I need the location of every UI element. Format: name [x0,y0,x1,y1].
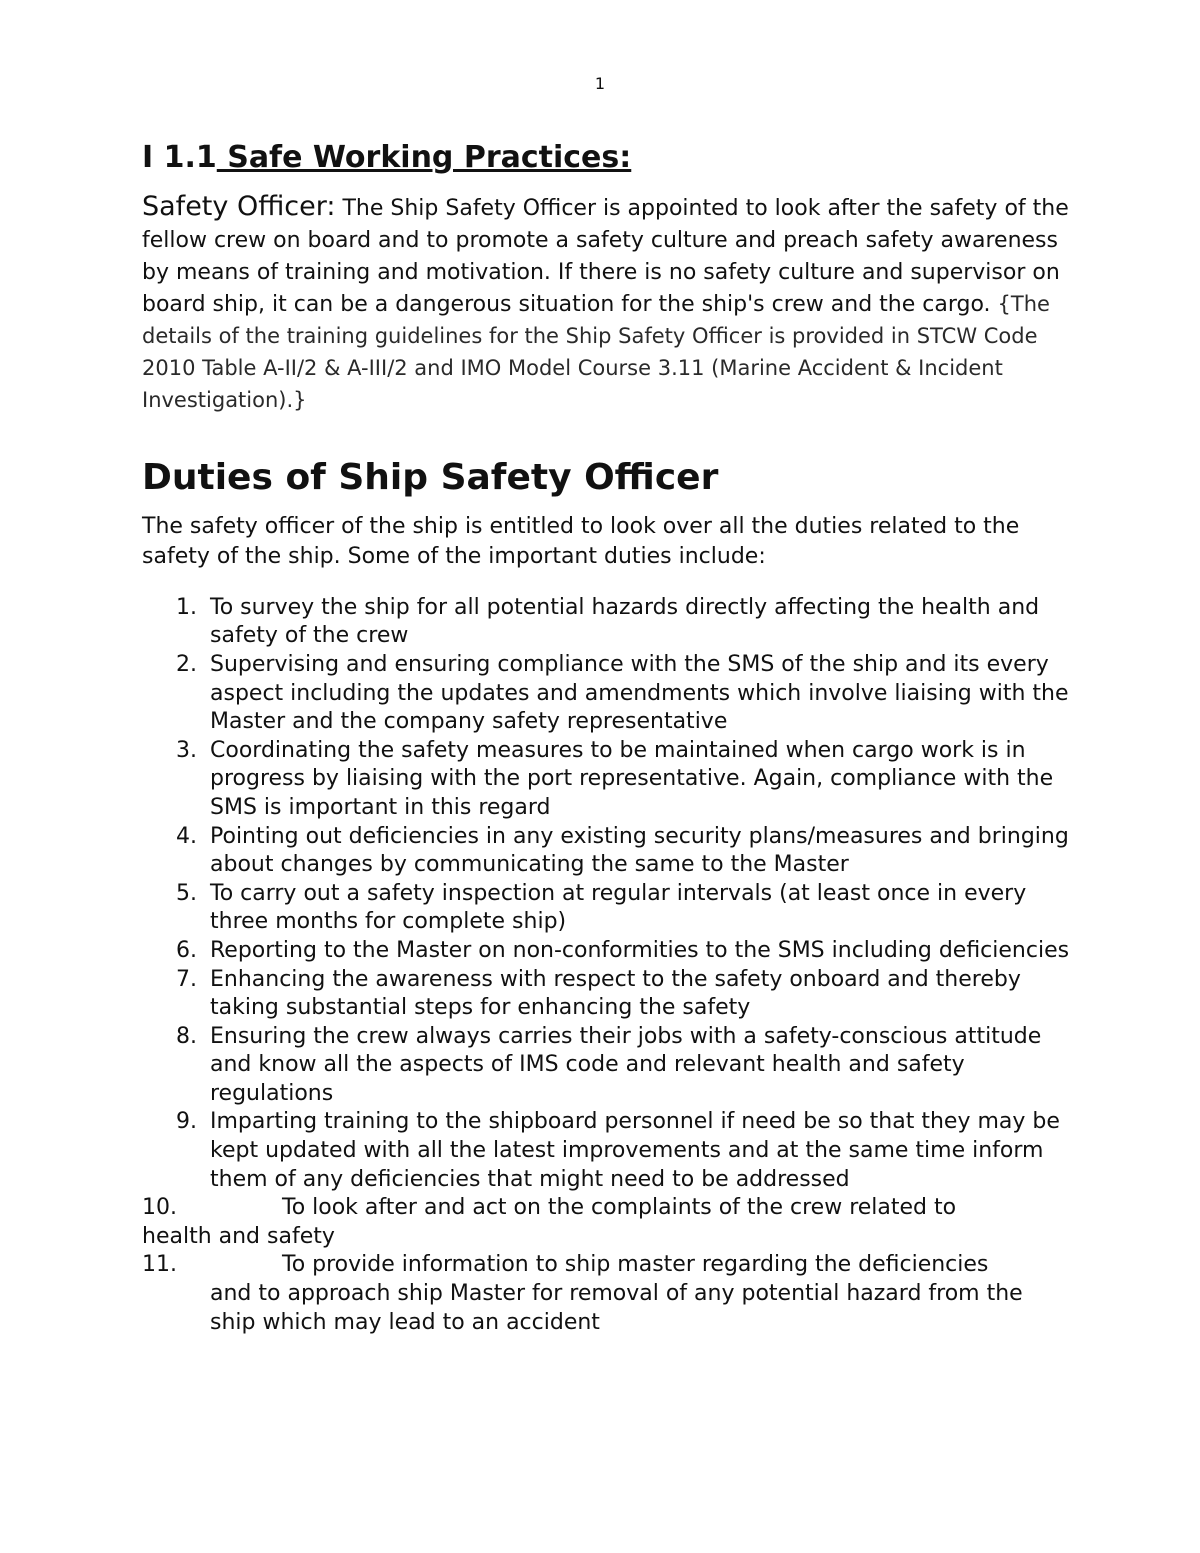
intro-lead: Safety Officer: [142,191,336,222]
list-item-number: 7. [176,966,197,992]
intro-body: The Ship Safety Officer is appointed to look after the safety of the fellow crew on board and to promote a safety culture and preach safety awareness by means of training and motivation. If there is no safety culture and supervisor on board ship, it can be a dangerous situation for the ship's crew and the cargo. [142,196,1069,317]
list-item-text: Pointing out deficiencies in any existing security plans/measures and bringing about changes by communicating the same to the Master [210,823,1069,878]
list-item-text: Imparting training to the shipboard personnel if need be so that they may be kept updated with all the latest improvements and at the same time inform them of any deficiencies that might need to be addressed [210,1109,1060,1192]
list-item-number: 6. [176,937,197,963]
intro-paragraph [142,191,1072,417]
list-item-text: To look after and act on the complaints of the crew related to [282,1195,957,1221]
list-item-number: 8. [176,1023,197,1049]
list-item-text: Reporting to the Master on non-conformities to the SMS including deficiencies [210,937,1070,963]
duties-heading: Duties of Ship Safety Officer [142,457,719,498]
list-item-text: To survey the ship for all potential hazards directly affecting the health and safety of the crew [210,594,1040,649]
list-item [142,823,1072,880]
list-item-text: To provide information to ship master regarding the deficiencies [282,1252,989,1278]
list-item-text: To carry out a safety inspection at regular intervals (at least once in every three months for complete ship) [210,880,1027,935]
list-item-number: 9. [176,1109,197,1135]
list-item-number: 2. [176,651,197,677]
section-heading [142,138,1072,177]
list-item-text-continued: health and safety [142,1223,335,1249]
list-item [142,1023,1072,1109]
list-item-number: 11. [142,1252,177,1278]
list-item-text: Ensuring the crew always carries their jobs with a safety-conscious attitude and know all the aspects of IMS code and relevant health and safety regulations [210,1023,1042,1106]
list-item-text: Coordinating the safety measures to be maintained when cargo work is in progress by liaising with the port representative. Again, compliance with the SMS is important in this regard [210,737,1054,820]
list-item [142,737,1072,823]
list-item [142,880,1072,937]
list-item [142,966,1072,1023]
duties-intro: The safety officer of the ship is entitled to look over all the duties related to the safety of the ship. Some of the important duties include: [142,513,1020,569]
list-item-text: Supervising and ensuring compliance with the SMS of the ship and its every aspect including the updates and amendments which involve liaising with the Master and the company safety representative [210,651,1069,735]
list-item-text: Enhancing the awareness with respect to the safety onboard and thereby taking substantial steps for enhancing the safety [210,966,1021,1021]
list-item [142,594,1072,651]
list-item [142,651,1072,737]
section-title: Safe Working Practices: [216,140,632,175]
list-item [142,1108,1072,1194]
list-item-number: 4. [176,823,197,849]
document-body [142,138,1072,1337]
section-number: I 1.1 [142,140,217,175]
list-item [142,937,1072,966]
list-item-text-continued: and to approach ship Master for removal of any potential hazard from the ship which may lead to an accident [210,1281,1023,1335]
list-item [142,1194,1072,1251]
list-item-number: 1. [176,594,197,620]
list-item [142,1251,1072,1337]
duty-list [142,594,1072,1337]
list-item-number: 3. [176,737,197,763]
list-item-number: 10. [142,1195,177,1221]
intro-note: {The details of the training guidelines for the Ship Safety Officer is provided in STCW Code 2010 Table A-II/2 & A-III/2 and IMO Model Course 3.11 (Marine Accident & Incident Investigation).} [142,292,1050,412]
list-item-number: 5. [176,880,197,906]
page-number: 1 [594,74,606,93]
